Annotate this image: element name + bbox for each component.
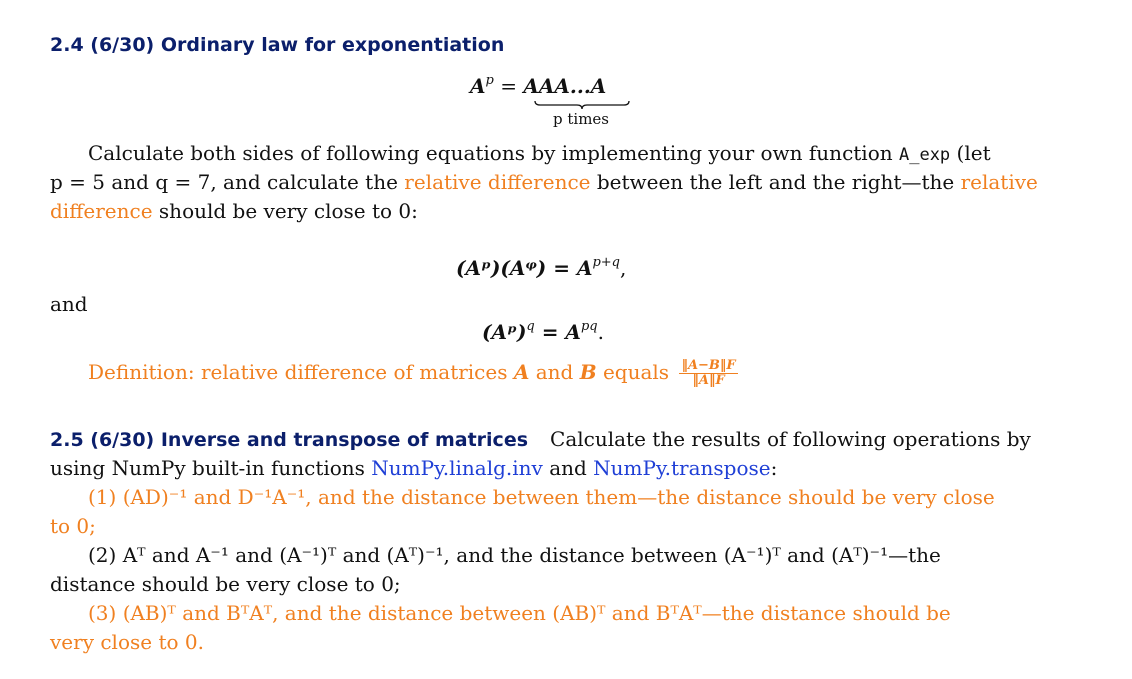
paragraph-text: between the left and the right—the (590, 170, 961, 194)
formula-lhs: A (470, 74, 486, 98)
definition-equals: equals (596, 360, 676, 384)
intro-line-2 (50, 454, 777, 483)
definition-text: Definition: relative difference of matrices (88, 360, 514, 384)
item-2-line-2: distance should be very close to 0; (50, 572, 401, 596)
item-1-line-2: to 0; (50, 514, 96, 538)
paragraph-text: p = 5 and q = 7, and calculate the (50, 170, 405, 194)
fraction-denominator: ‖A‖F (692, 373, 725, 388)
section-2-4-heading: 2.4 (6/30) Ordinary law for exponentiation (50, 34, 505, 56)
paragraph-line-3 (50, 197, 418, 226)
underbrace (534, 100, 630, 110)
paragraph-text: (let (950, 141, 991, 165)
relative-difference-fraction (679, 359, 737, 388)
formula-lhs-exponent: p (485, 73, 494, 88)
item-1-line-1: (1) (AD)⁻¹ and D⁻¹A⁻¹, and the distance between them—the distance should be very close (88, 485, 995, 509)
relative-difference-term: relative difference (404, 170, 591, 194)
link-numpy-transpose[interactable]: NumPy.transpose (593, 456, 771, 480)
exponent-formula (470, 74, 606, 98)
item-2-line-1: (2) Aᵀ and A⁻¹ and (A⁻¹)ᵀ and (Aᵀ)⁻¹, and the distance between (A⁻¹)ᵀ and (Aᵀ)⁻¹—the (88, 543, 941, 567)
equation-2-exponent: q (526, 319, 535, 334)
code-a-exp: A_exp (898, 145, 951, 165)
section-2-5-heading-line (50, 425, 1031, 454)
equation-2-base: (Aᵖ) (482, 320, 527, 344)
equation-2-rhs-exponent: pq (580, 319, 598, 334)
formula-rhs: AAA...A (523, 74, 607, 98)
paragraph-line-2 (50, 168, 1038, 197)
item-3-line-2: very close to 0. (50, 630, 204, 654)
definition-and: and (529, 360, 580, 384)
section-2-5-heading: 2.5 (6/30) Inverse and transpose of matrices (50, 429, 529, 451)
formula-equals: = (493, 74, 524, 98)
definition-matrix-a: A (513, 360, 530, 384)
equation-1-exponent: p+q (592, 255, 621, 270)
equation-1-end: , (620, 256, 627, 280)
difference-term: difference (50, 199, 153, 223)
equation-power-law (482, 320, 604, 344)
and-text: and (50, 292, 88, 316)
link-numpy-linalg-inv[interactable]: NumPy.linalg.inv (371, 456, 543, 480)
definition-matrix-b: B (579, 360, 597, 384)
paragraph-text: Calculate both sides of following equations by implementing your own function (88, 141, 899, 165)
fraction-numerator: ‖A−B‖F (681, 358, 736, 373)
underbrace-label: p times (553, 110, 609, 128)
intro-colon: : (770, 456, 778, 480)
equation-1-body: (Aᵖ)(Aᵠ) = A (456, 256, 593, 280)
definition-line (88, 358, 738, 388)
item-3-line-1: (3) (AB)ᵀ and BᵀAᵀ, and the distance between (AB)ᵀ and BᵀAᵀ—the distance should be (88, 601, 951, 625)
relative-term: relative (960, 170, 1038, 194)
equation-2-end: . (597, 320, 604, 344)
paragraph-text: should be very close to 0: (152, 199, 418, 223)
equation-product-law (456, 256, 626, 280)
equation-2-rhs: = A (534, 320, 581, 344)
intro-text: using NumPy built-in functions (50, 456, 372, 480)
intro-and: and (542, 456, 594, 480)
section-2-5-intro: Calculate the results of following operations by (550, 427, 1031, 451)
paragraph-line-1 (88, 139, 991, 170)
